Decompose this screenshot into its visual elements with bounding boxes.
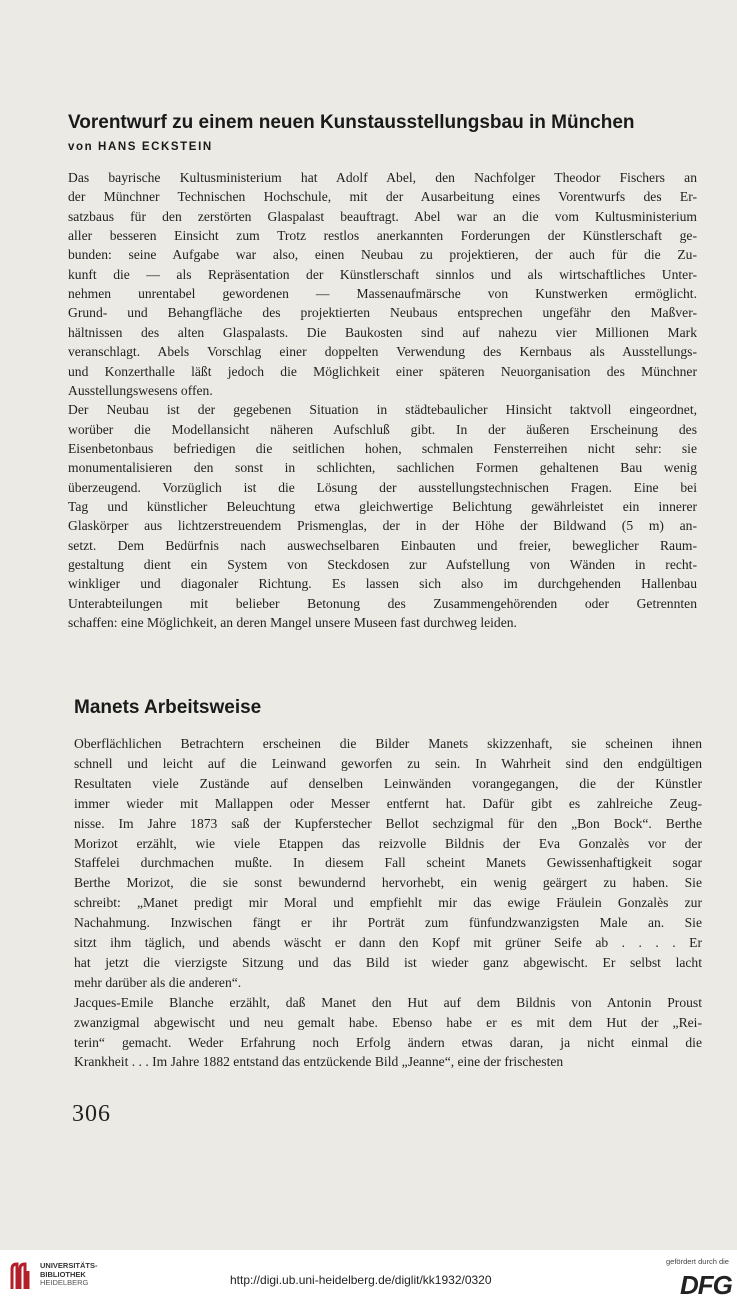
- text-line: Unterabteilungen mit belieber Betonung des Zusammengehörenden oder Getrennten: [68, 595, 697, 611]
- article-byline: von HANS ECKSTEIN: [68, 141, 213, 153]
- text-line: Glaskörper aus lichtzerstreuendem Prismenglas, der in der Höhe der Bildwand (5 m) an-: [68, 518, 697, 534]
- text-line: Grund- und Behangfläche des projektierten Neubaus entsprechen ungefähr den Maßver-: [68, 305, 697, 321]
- funding-note: gefördert durch die: [666, 1257, 729, 1266]
- text-line: nehmen unrentabel gewordenen — Massenaufmärsche von Kunstwerken ermöglicht.: [68, 286, 697, 302]
- text-line: schaffen: eine Möglichkeit, an deren Mangel unsere Museen fast durchweg leiden.: [68, 615, 517, 631]
- text-line: Resultaten viele Zustände auf denselben Leinwänden vorangegangen, die der Künstler: [74, 775, 702, 791]
- text-line: satzbaus für den zerstörten Glaspalast beauftragt. Abel war an die vom Kultusministerium: [68, 208, 697, 224]
- text-line: nisse. Im Jahre 1873 saß der Kupferstecher Bellot sechzigmal für den „Bon Bock“. Berthe: [74, 815, 702, 831]
- text-line: sitzt ihm täglich, und abends wäscht er dann den Kopf mit grüner Seife ab . . . . Er: [74, 935, 702, 950]
- text-line: schreibt: „Manet predigt mir Moral und empfiehlt mir das ewige Fräulein Gonzalès zur: [74, 895, 702, 911]
- permalink-url[interactable]: http://digi.ub.uni-heidelberg.de/diglit/kk1932/0320: [230, 1273, 492, 1287]
- text-line: veranschlagt. Abels Vorschlag einer doppelten Verwendung des Kernbaus als Ausstellungs-: [68, 344, 697, 360]
- page-number: 306: [72, 1101, 111, 1127]
- text-line: setzt. Dem Bedürfnis nach auswechselbaren Einbauten und freier, beweglicher Raum-: [68, 537, 697, 553]
- text-line: Morizot erzählt, wie viele Etappen das reizvolle Bildnis der Eva Gonzalès vor der: [74, 835, 702, 851]
- text-line: Nachahmung. Inzwischen fängt er ihr Porträt zum fünfundzwanzigsten Male an. Sie: [74, 915, 702, 931]
- text-line: Oberflächlichen Betrachtern erscheinen die Bilder Manets skizzenhaft, sie scheinen ihnen: [74, 736, 702, 751]
- text-line: überzeugend. Vorzüglich ist die Lösung der ausstellungstechnischen Fragen. Eine bei: [68, 479, 697, 495]
- text-line: schnell und leicht auf die Leinwand geworfen zu sein. In Wahrheit sind den endgültigen: [74, 755, 702, 771]
- library-name-line-2: BIBLIOTHEK: [40, 1269, 86, 1279]
- text-line: Der Neubau ist der gegebenen Situation in städtebaulicher Hinsicht taktvoll eingeordnet,: [68, 402, 697, 418]
- text-line: Das bayrische Kultusministerium hat Adolf Abel, den Nachfolger Theodor Fischers an: [68, 170, 697, 185]
- text-line: worüber die Modellansicht näheren Aufschluß gibt. In der äußeren Erscheinung des: [68, 421, 697, 437]
- text-line: Jacques-Emile Blanche erzählt, daß Manet den Hut auf dem Bildnis von Antonin Proust: [74, 994, 702, 1010]
- text-line: monumentalisieren den sonst in schlichten, sachlichen Formen gehaltenen Bau wenig: [68, 460, 697, 476]
- digitization-footer: [0, 1250, 737, 1306]
- text-line: zwanzigmal abgewischt und neu gemalt habe. Ebenso habe er es mit dem Hut der „Rei-: [74, 1014, 702, 1030]
- text-line: bunden: seine Aufgabe war also, einen Neubau zu projektieren, der auch für die Zu-: [68, 247, 697, 263]
- text-line: terin“ gemacht. Weder Erfahrung noch Erfolg ändern etwas daran, ja nicht einmal die: [74, 1034, 702, 1050]
- text-line: gestaltung dient ein System von Steckdosen zur Aufstellung von Wänden in recht-: [68, 557, 697, 572]
- article-title-manets-arbeitsweise: Manets Arbeitsweise: [74, 697, 262, 718]
- library-name-line-3: HEIDELBERG: [40, 1278, 89, 1287]
- text-line: immer wieder mit Mallappen oder Messer entfernt hat. Dafür gibt es zahlreiche Zeug-: [74, 795, 702, 811]
- text-line: hat jetzt die vierzigste Sitzung und das Bild ist wieder ganz abgewischt. Er selbst lacht: [74, 954, 702, 970]
- text-line: der Münchner Technischen Hochschule, mit der Ausarbeitung eines Vorentwurfs des Er-: [68, 189, 697, 205]
- text-line: Staffelei durchmachen mußte. In diesem Fall scheint Manets Gewissenhaftigkeit sogar: [74, 855, 702, 871]
- library-name-line-1: UNIVERSITÄTS-: [40, 1261, 98, 1270]
- text-line: mehr darüber als die anderen“.: [74, 974, 242, 990]
- text-line: aller besseren Einsicht zum Trotz restlos anerkannten Forderungen der Künstlerschaft ge-: [68, 228, 697, 244]
- university-library-name: [40, 1262, 98, 1288]
- dfg-logo: DFG: [680, 1270, 732, 1300]
- text-line: winkliger und diagonaler Richtung. Es lassen sich also im durchgehenden Hallenbau: [68, 576, 697, 592]
- article-title-kunstausstellungsbau: Vorentwurf zu einem neuen Kunstausstellungsbau in München: [68, 112, 635, 133]
- text-line: kunft die — als Repräsentation der Künstlerschaft sinnlos und als wirtschaftliches Unter-: [68, 266, 697, 282]
- text-line: Krankheit . . . Im Jahre 1882 entstand das entzückende Bild „Jeanne“, eine der frischesten: [74, 1054, 564, 1070]
- text-line: Eisenbetonbaus befriedigen die seitlichen hohen, schmalen Fensterreihen nicht sehr: sie: [68, 440, 697, 456]
- text-line: Berthe Morizot, die sie sonst bewundernd hervorhebt, ein wenig geärgert zu haben. Sie: [74, 875, 702, 891]
- text-line: Tag und künstlicher Beleuchtung etwa gleichwertige Belichtung gewährleistet ein innerer: [68, 498, 697, 514]
- text-line: hältnissen des alten Glaspalasts. Die Baukosten sind auf nahezu vier Millionen Mark: [68, 324, 697, 340]
- text-line: und Konzerthalle läßt jedoch die Möglichkeit einer späteren Neuorganisation des Münchner: [68, 363, 697, 379]
- text-line: Ausstellungswesens offen.: [68, 382, 213, 398]
- university-library-logo-icon: [8, 1261, 34, 1291]
